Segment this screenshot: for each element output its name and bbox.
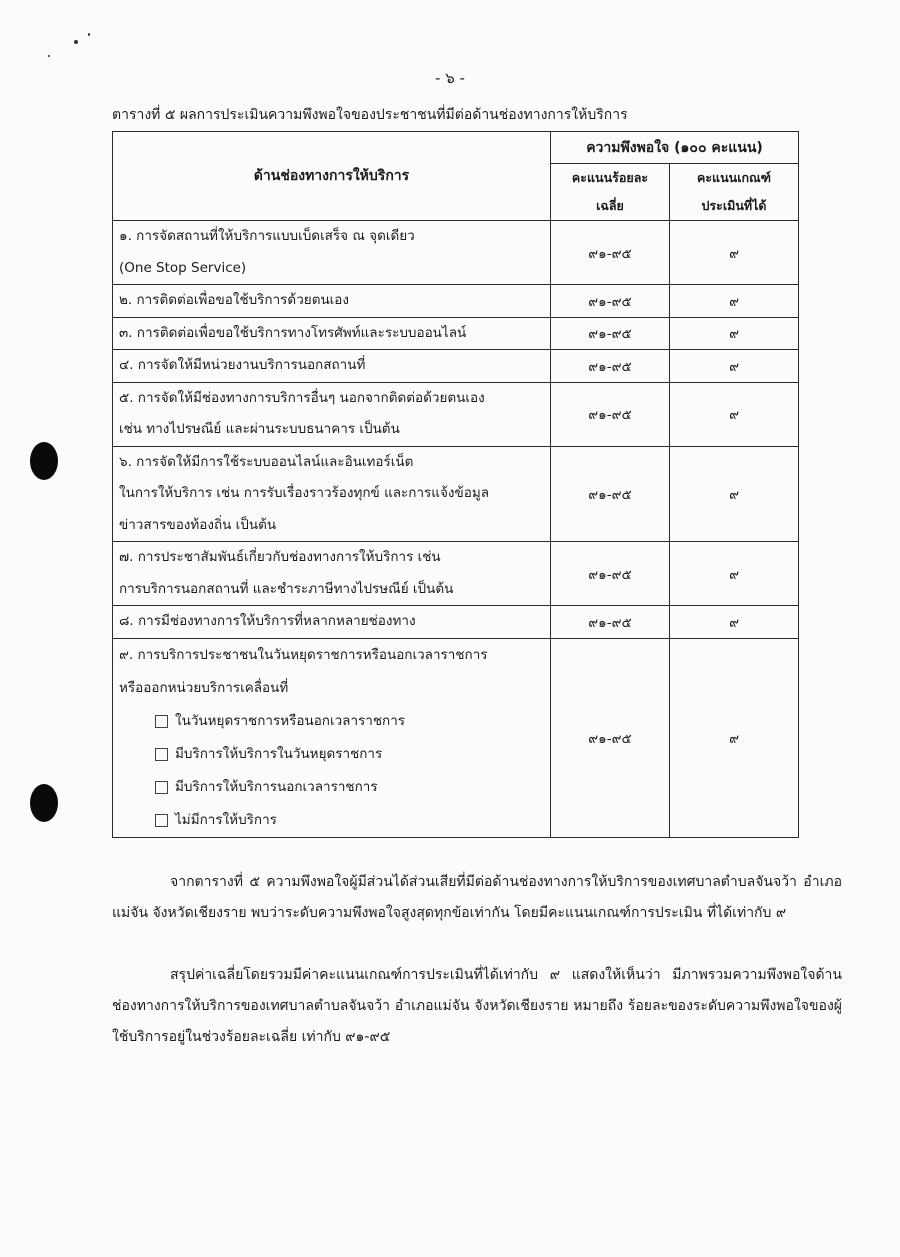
option-label: ในวันหยุดราชการหรือนอกเวลาราชการ (175, 712, 406, 729)
row-score: ๙ (670, 638, 799, 837)
row-label-line: ข่าวสารของท้องถิ่น เป็นต้น (119, 516, 277, 533)
table-row (113, 317, 799, 350)
header-average-percent: คะแนนร้อยละ เฉลี่ย (551, 164, 670, 221)
row-label (113, 446, 551, 542)
row-score: ๙ (670, 446, 799, 542)
header-satisfaction-group: ความพึงพอใจ (๑๐๐ คะแนน) (551, 132, 799, 164)
row-average: ๙๑-๙๕ (551, 285, 670, 318)
row-score: ๙ (670, 606, 799, 639)
header-item: ด้านช่องทางการให้บริการ (113, 132, 551, 221)
satisfaction-table (112, 131, 799, 838)
option-item (119, 738, 544, 771)
row-score: ๙ (670, 317, 799, 350)
checkbox-icon (155, 781, 168, 794)
table-caption: ตารางที่ ๕ ผลการประเมินความพึงพอใจของประชาชนที่มีต่อด้านช่องทางการให้บริการ (112, 107, 628, 123)
row-label-line: ๒. การติดต่อเพื่อขอใช้บริการด้วยตนเอง (119, 292, 350, 308)
row-label (113, 317, 551, 350)
row-label (113, 350, 551, 383)
option-item (119, 804, 544, 837)
row-label-line: ๕. การจัดให้มีช่องทางการบริการอื่นๆ นอกจากติดต่อด้วยตนเอง (119, 389, 485, 406)
option-item (119, 705, 544, 738)
option-label: ไม่มีการให้บริการ (175, 811, 277, 828)
checkbox-icon (155, 748, 168, 761)
row-label (113, 638, 551, 837)
paragraph-1: จากตารางที่ ๕ ความพึงพอใจผู้มีส่วนได้ส่วนเสียที่มีต่อด้านช่องทางการให้บริการของเทศบาลตำบลจันจว้า อำเภอแม่จัน จังหวัดเชียงราย พบว่าระดับความพึงพอใจสูงสุดทุกข้อเท่ากัน โดยมีคะแนนเกณฑ์การประเมิน ที่ได้เท่ากับ ๙ (112, 874, 842, 921)
paragraph-2: สรุปค่าเฉลี่ยโดยรวมมีค่าคะแนนเกณฑ์การประเมินที่ได้เท่ากับ ๙ แสดงให้เห็นว่า มีภาพรวมความพึงพอใจด้านช่องทางการให้บริการของเทศบาลตำบลจันจว้า อำเภอแม่จัน จังหวัดเชียงราย หมายถึง ร้อยละของระดับความพึงพอใจของผู้ใช้บริการอยู่ในช่วงร้อยละเฉลี่ย เท่ากับ ๙๑-๙๕ (112, 967, 842, 1045)
option-label: มีบริการให้บริการนอกเวลาราชการ (175, 778, 378, 795)
row-average: ๙๑-๙๕ (551, 446, 670, 542)
table-row (113, 606, 799, 639)
table-row (113, 542, 799, 606)
row-label (113, 285, 551, 318)
row-average: ๙๑-๙๕ (551, 317, 670, 350)
header-score: คะแนนเกณฑ์ ประเมินที่ได้ (670, 164, 799, 221)
row-average: ๙๑-๙๕ (551, 606, 670, 639)
option-item (119, 771, 544, 804)
scan-speck (74, 40, 78, 44)
row-label-line: ๙. การบริการประชาชนในวันหยุดราชการหรือนอกเวลาราชการ (119, 646, 488, 663)
table-row (113, 446, 799, 542)
row-label (113, 542, 551, 606)
row-score: ๙ (670, 350, 799, 383)
checkbox-icon (155, 814, 168, 827)
punch-hole (30, 442, 58, 480)
table-row (113, 638, 799, 837)
row-label-line: ๘. การมีช่องทางการให้บริการที่หลากหลายช่องทาง (119, 613, 416, 629)
scan-speck (48, 55, 50, 57)
row-score: ๙ (670, 542, 799, 606)
row-average: ๙๑-๙๕ (551, 382, 670, 446)
page-number: - ๖ - (435, 69, 465, 87)
row-score: ๙ (670, 221, 799, 285)
row-label-line: เช่น ทางไปรษณีย์ และผ่านระบบธนาคาร เป็นต้น (119, 421, 400, 437)
row-label-line: ๖. การจัดให้มีการใช้ระบบออนไลน์และอินเทอร์เน็ต (119, 453, 414, 470)
row-score: ๙ (670, 285, 799, 318)
punch-hole (30, 784, 58, 822)
row-label-line: ๑. การจัดสถานที่ให้บริการแบบเบ็ดเสร็จ ณ จุดเดียว (119, 228, 415, 244)
row-label-line: หรือออกหน่วยบริการเคลื่อนที่ (119, 679, 289, 696)
row-label-line: (One Stop Service) (119, 259, 247, 276)
row-label-line: ในการให้บริการ เช่น การรับเรื่องราวร้องทุกข์ และการแจ้งข้อมูล (119, 485, 490, 501)
scan-speck (88, 33, 90, 36)
table-row (113, 285, 799, 318)
row-label-line: การบริการนอกสถานที่ และชำระภาษีทางไปรษณีย์ เป็นต้น (119, 580, 454, 597)
row-average: ๙๑-๙๕ (551, 221, 670, 285)
row-label (113, 382, 551, 446)
row-label (113, 606, 551, 639)
option-label: มีบริการให้บริการในวันหยุดราชการ (175, 745, 383, 762)
table-row (113, 350, 799, 383)
row-average: ๙๑-๙๕ (551, 542, 670, 606)
row-label (113, 221, 551, 285)
row-label-line: ๓. การติดต่อเพื่อขอใช้บริการทางโทรศัพท์และระบบออนไลน์ (119, 324, 467, 341)
row-average: ๙๑-๙๕ (551, 350, 670, 383)
row-score: ๙ (670, 382, 799, 446)
row-label-line: ๗. การประชาสัมพันธ์เกี่ยวกับช่องทางการให้บริการ เช่น (119, 549, 441, 565)
row-average: ๙๑-๙๕ (551, 638, 670, 837)
checkbox-icon (155, 715, 168, 728)
row-label-line: ๔. การจัดให้มีหน่วยงานบริการนอกสถานที่ (119, 357, 366, 373)
table-row (113, 221, 799, 285)
table-body (113, 221, 799, 838)
table-row (113, 382, 799, 446)
